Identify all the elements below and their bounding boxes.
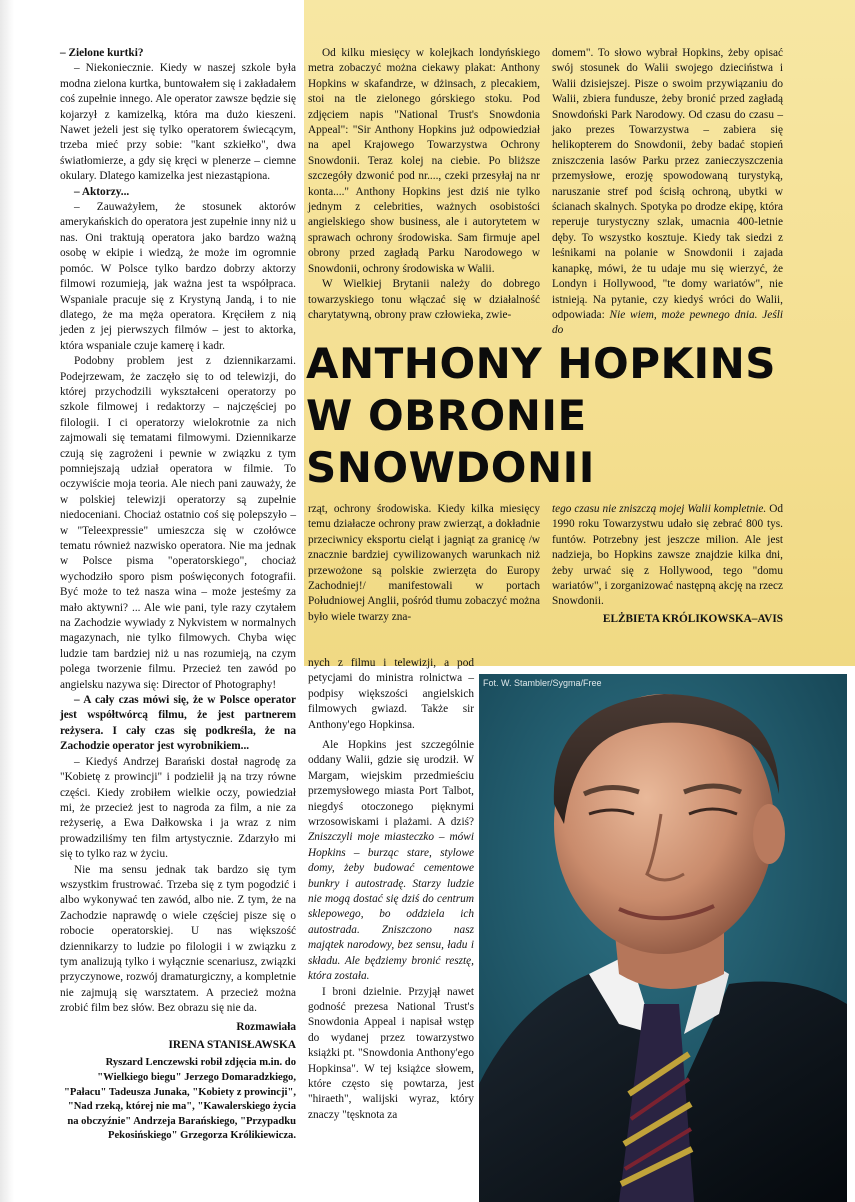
headline-line: ANTHONY HOPKINS: [306, 339, 777, 388]
article-paragraph: Od kilku miesięcy w kolejkach londyńskiego metra zobaczyć można ciekawy plakat: Anthony Hopkins w skafandrze, w dżinsach, z plecakiem, stoi na tle zielonego górskiego stoku. Pod zdjęciem napis "National Trust's Snowdonia Appeal": "Sir Anthony Hopkins już odpowiedział na apel Krajowego Towarzystwa Ochrony Snowdonii. Teraz kolej na ciebie. Po bliższe szczegóły dzwonić pod nr...., czeki przesyłaj na nr konta...." Anthony Hopkins jest dziś nie tylko jednym z celebrities, ważnych osobistości angielskiego show business, ale i autorytetem w sprawach ochrony środowiska. Sam firmuje apel obrony przed zagładą Parku Narodowego w Snowdonii, ochrony środowiska w Walii.: [308, 47, 540, 275]
question: – Zielone kurtki?: [60, 47, 144, 59]
photo-credit: Fot. W. Stambler/Sygma/Free: [483, 678, 602, 688]
question: – A cały czas mówi się, że w Polsce operator jest współtwórcą filmu, że jest partnerem reżysera. I cały czas się podkreśla, że na Zachodzie operator jest wyrobnikiem...: [60, 694, 296, 753]
article-paragraph: nych z filmu i telewizji, a pod petycjami do ministra rolnictwa – podpisy większości angielskich filmowych gwiazd. Także sir Anthony'ego Hopkinsa.: [308, 657, 474, 731]
article-column-right-bottom: [552, 502, 783, 627]
article-text: Od 1990 roku Towarzystwu udało się zebrać 800 tys. funtów. Potrzebny jest jeszcze milion. Ale jest nadzieja, bo Hopkins zawsze znajdzie kilka dni, żeby urwać się z Hollywood, tego "domu wariatów", i zorganizować następną akcję na rzecz Snowdonii.: [552, 503, 783, 608]
answer-paragraph: – Niekoniecznie. Kiedy w naszej szkole była modna zielona kurtka, buntowałem się i zakładałem coś zupełnie innego. Ale operator zawsze będzie się kojarzył z kamizelką, która ma dużo kieszeni. Nawet jeżeli jest się tylko operatorem świecącym, trzeba mieć przy sobie: "kant szkiełko", dwa światłomierze, a gdy się kręci w plenerze – ciemne okulary. Dlatego kamizelka jest niezastąpiona.: [60, 62, 296, 183]
headline-line: SNOWDONII: [306, 443, 595, 492]
article-column-middle-top: [308, 46, 540, 323]
interview-column: [60, 46, 296, 1144]
article-paragraph: [552, 46, 783, 339]
page-edge: [0, 0, 14, 1202]
article-paragraph: [308, 738, 474, 985]
article-text: domem". To słowo wybrał Hopkins, żeby opisać swój stosunek do Walii swojego dzieciństwa i Walii dzisiejszej. Pisze o swoim przywiązaniu do Walii, zbiera fundusze, żeby bronić przed zagładą Snowdoński Park Narodowy. Od czasu do czasu – jako prezes Towarzystwa – zabiera się helikopterem do Snowdonii, żeby badać stopień zniszczenia lasów Parku przez zanieczyszczenia przemysłowe, erozję spowodowaną turystyką, naruszanie stref pod ścisłą ochroną, ubytki w ścianach skalnych. Spotyka po drodze ekipę, która reperuje turystyczny szlak, umacnia 400-letnie dęby. To wszystko kosztuje. Kiedy tak siedzi z leśnikami na polanie w Snowdonii i zajada kanapkę, mówi, że tu udaje mu się wierzyć, że Londyn i Hollywood, "te domy wariatów", nie istnieją. Na pytanie, czy kiedyś wróci do Walii, odpowiada:: [552, 47, 783, 321]
answer-paragraph: Nie ma sensu jednak tak bardzo się tym wszystkim frustrować. Trzeba się z tym pogodzić i albo wykonywać ten zawód, albo nie. Z tym, że na Zachodzie naprawdę o wiele częściej pisze się o robocie operatorskiej. U nas większość dziennikarzy to ludzie po filologii i w związku z tym analizują tylko i wyłącznie scenariusz, związki przyczynowe, rozwój dramaturgiczny, a kompletnie nie zajmują się warsztatem. A przecież można zrobić film bez słów. Bez obrazu się nie da.: [60, 863, 296, 1015]
portrait-illustration: [479, 674, 847, 1202]
article-column-middle-bottom: [308, 502, 540, 625]
portrait-photo: [479, 674, 847, 1202]
answer-paragraph: – Kiedyś Andrzej Barański dostał nagrodę za "Kobietę z prowincji" i podzielił ją na trzy równe części. Kiedy zrobiłem wielkie oczy, powiedział mi, że przecież jest to nagroda za film, a nie za reżyserię, a Ewa Dałkowska i ja wraz z nim prowadziliśmy ten film artystycznie. Zdarzyło mi się to tylko raz w życiu.: [60, 755, 296, 861]
article-paragraph: rząt, ochrony środowiska. Kiedy kilka miesięcy temu działacze ochrony praw zwierząt, a dokładnie przeciwnicy eksportu cieląt i jagniąt za granicę /w znacznie bardziej cywilizowanych warunkach niż przewożone są polskie zwierzęta do Europy Zachodniej!/ manifestowali w portach Południowej Anglii, pośród tłumu zobaczyć można było wiele twarzy zna-: [308, 503, 540, 623]
filmography-note: Ryszard Lenczewski robił zdjęcia m.in. do "Wielkiego biegu" Jerzego Domaradzkiego, "Pałacu" Tadeusza Junaka, "Kobiety z prowincji", "Nad rzeką, której nie ma", "Kawalerskiego życia na obczyźnie" Andrzeja Barańskiego, "Przypadku Pekosińskiego" Grzegorza Królikiewicza.: [64, 1057, 296, 1142]
question: – Aktorzy...: [74, 185, 130, 198]
article-paragraph: W Wielkiej Brytanii należy do dobrego towarzyskiego tonu włączać się w działalność charytatywną, obrony praw człowieka, zwie-: [308, 278, 540, 321]
article-text: Ale Hopkins jest szczególnie oddany Walii, gdzie się urodził. W Margam, wiejskim przedmieściu przemysłowego miasta Port Talbot, niegdyś otoczonego pięknymi wrzosowiskami i plażami. A dziś?: [308, 739, 474, 829]
interviewer-name: IRENA STANISŁAWSKA: [168, 1039, 296, 1051]
answer-paragraph: – Zauważyłem, że stosunek aktorów amerykańskich do operatora jest zupełnie inny niż u nas. Oni traktują operatora jako bardzo ważną osobę w ekipie i wiedzą, że może im ogromnie pomóc. W Polsce tylko bardzo dobrzy aktorzy filmowi rozumieją, jak ważna jest ta współpraca. Wspaniale pracuje się z Krystyną Jandą, i to nie dlatego, że ma męża operatora. Kręciłem z nią jeden z jej pierwszych filmów – jest to aktorka, która wspaniale czuje kamerę i kadr.: [60, 201, 296, 352]
quote-text: Zniszczyli moje miasteczko – mówi Hopkins – burząc stare, stylowe domy, żeby budować cementowe bunkry i autostradę. Starzy ludzie nie mogą dostać się dziś do centrum sklepowego, bo oddziela ich autostrada. Zniszczono nasz majątek narodowy, bez sensu, ładu i składu. Ale będziemy bronić resztę, która została.: [308, 831, 474, 983]
headline-line: W OBRONIE: [306, 391, 587, 440]
answer-paragraph: Podobny problem jest z dziennikarzami. Podejrzewam, że zaczęło się to od telewizji, do której przychodzili wykształceni operatorzy po szkole filmowej i redaktorzy – najczęściej po filologii. I ci operatorzy wielokrotnie za nich zajmowali się tematami filmowymi. Dziennikarze czują się zagrożeni i pewnie w związku z tym pomniejszają udział operatora w filmie. To oczywiście moja teoria. Ale niech pani zauważy, że w polskiej telewizji operatorzy są zupełnie niedoceniani. Chociaż ostatnio coś się polepszyło – w "Teleexpressie" umieszcza się w czołówce tematu również nazwisko operatora. Nie ma jednak w Polsce pisma "operatorskiego", chociaż wychodziło sporo pism poświęconych fotografii. Być może to też nasza wina – może jesteśmy za mało aktywni? ... Ale wie pani, tyle razy czytałem na Zachodzie wywiady z Nykvistem w normalnych magazynach, nie tylko filmowych. Chyba więc ludzie tam bardziej niż u nas rozumieją, na czym polega tworzenie filmu. Przecież ten zawód po angielsku nazywa się: Director of Photography!: [60, 355, 296, 691]
article-paragraph: I broni dzielnie. Przyjął nawet godność prezesa National Trust's Snowdonia Appeal i napisał wstęp do wydanej przez towarzystwo książki pt. "Snowdonia Anthony'ego Hopkinsa". W tej książce słowem, które często się powtarza, jest "hiraeth", walijski wyraz, który znaczy "tęsknota za: [308, 985, 474, 1121]
article-column-right-top: [552, 46, 783, 339]
article-paragraph: [552, 502, 783, 610]
headline: [306, 338, 806, 494]
interviewer-label: Rozmawiała: [236, 1020, 296, 1033]
article-column-middle-low: [308, 738, 474, 1123]
quote-text: tego czasu nie zniszczą mojej Walii kompletnie.: [552, 503, 767, 515]
article-column-middle-wrap: [308, 656, 474, 733]
quote-text: Nie wiem, może pewnego dnia. Jeśli do: [552, 308, 783, 337]
author-byline: ELŻBIETA KRÓLIKOWSKA–AVIS: [602, 612, 783, 625]
